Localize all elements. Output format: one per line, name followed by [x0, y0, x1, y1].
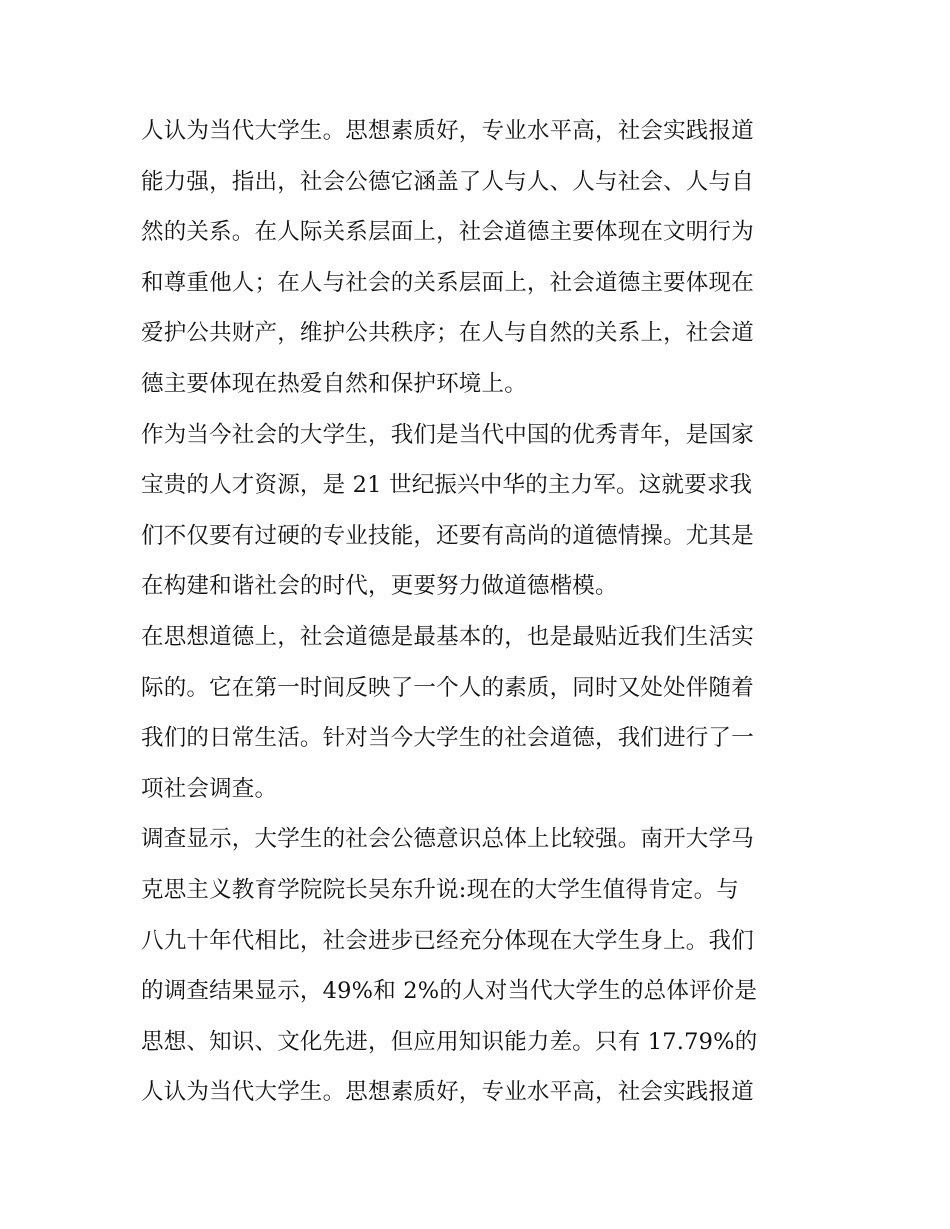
- text-line: 作为当今社会的大学生，我们是当代中国的优秀青年，是国家: [141, 421, 754, 448]
- text-line: 然的关系。在人际关系层面上，社会道德主要体现在文明行为: [141, 219, 754, 246]
- text-line: 宝贵的人才资源，是 21 世纪振兴中华的主力军。这就要求我: [141, 472, 753, 499]
- text-line: 在思想道德上，社会道德是最基本的，也是最贴近我们生活实: [141, 623, 754, 650]
- text-line: 项社会调查。: [141, 775, 278, 802]
- text-line: 能力强，指出，社会公德它涵盖了人与人、人与社会、人与自: [141, 168, 754, 195]
- text-line: 在构建和谐社会的时代，更要努力做道德楷模。: [141, 573, 618, 600]
- text-line: 八九十年代相比，社会进步已经充分体现在大学生身上。我们: [141, 927, 754, 954]
- text-line: 和尊重他人；在人与社会的关系层面上，社会道德主要体现在: [141, 269, 754, 296]
- text-line: 克思主义教育学院院长吴东升说:现在的大学生值得肯定。与: [141, 876, 739, 903]
- text-line: 调查显示，大学生的社会公德意识总体上比较强。南开大学马: [141, 826, 754, 853]
- text-line: 爱护公共财产，维护公共秩序；在人与自然的关系上，社会道: [141, 320, 754, 347]
- body-text: [141, 106, 821, 1118]
- text-line: 人认为当代大学生。思想素质好，专业水平高，社会实践报道: [141, 118, 754, 144]
- text-line: 际的。它在第一时间反映了一个人的素质，同时又处处伴随着: [141, 674, 754, 701]
- text-line: 德主要体现在热爱自然和保护环境上。: [141, 370, 527, 397]
- text-line: 我们的日常生活。针对当今大学生的社会道德，我们进行了一: [141, 725, 754, 752]
- text-line: 人认为当代大学生。思想素质好，专业水平高，社会实践报道: [141, 1079, 754, 1106]
- text-line: 的调查结果显示，49%和 2%的人对当代大学生的总体评价是: [141, 978, 758, 1005]
- text-line: 思想、知识、文化先进，但应用知识能力差。只有 17.79%的: [141, 1028, 758, 1055]
- text-line: 们不仅要有过硬的专业技能，还要有高尚的道德情操。尤其是: [141, 522, 754, 549]
